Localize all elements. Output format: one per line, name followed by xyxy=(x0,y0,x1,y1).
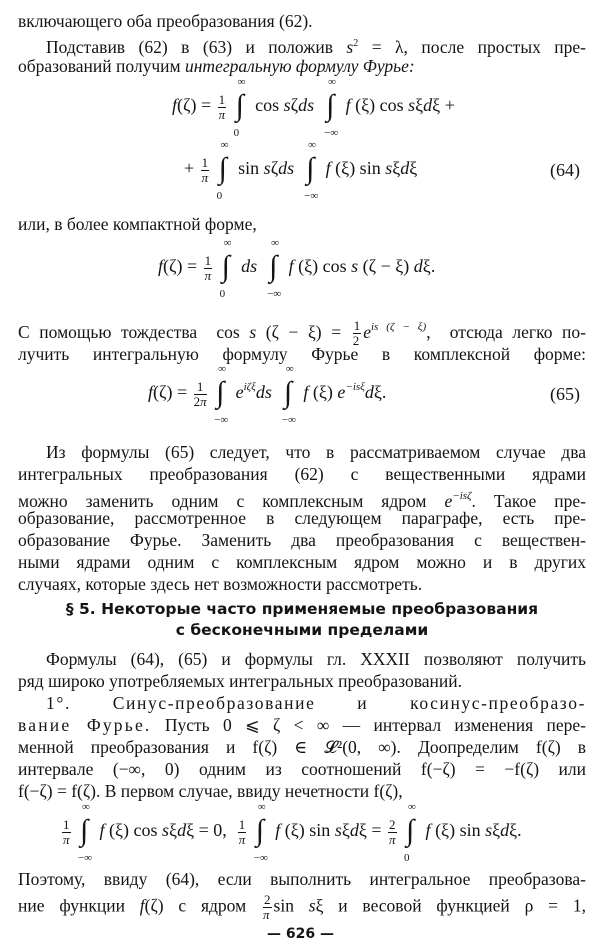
text-line: лучить интегральную формулу Фурье в комплексной форме: xyxy=(18,344,586,364)
equation-number: (65) xyxy=(550,384,580,404)
text-line: С помощью тождества cos s (ζ − ξ) = $\frac{1}{2}$ $e^{is (\zeta - \xi)}$, отсюда легко по- xyxy=(18,318,587,349)
text-line: включающего оба преобразования (62). xyxy=(18,11,313,31)
text-line: ряд широко употребляемых интегральных преобразований. xyxy=(18,671,462,691)
equation-number: (64) xyxy=(550,160,580,180)
section-heading: § 5. Некоторые часто применяемые преобразования xyxy=(65,600,539,618)
equation-parity: $\frac{1}{\pi}$ ∞ ∫ −∞ f (ξ) cos sξdξ = 0, $\frac{1}{\pi}$ ∞ ∫ −∞ f (ξ) sin sξdξ = $\frac{2}{\pi}$ ∞ ∫ 0 f (ξ) sin sξdξ. xyxy=(62,801,522,864)
text-line: менной преобразования и f(ζ) ∈ 𝓛²(0, ∞). Доопределим f(ζ) в xyxy=(18,737,586,757)
equation-65: f(ζ) = $\frac{1}{2\pi}$ ∞ ∫ −∞ $e^{i\zeta\xi}ds$ ∞ ∫ −∞ f (ξ) $e^{-is\xi}d\xi$. xyxy=(148,363,387,426)
text-line: образование Фурье. Заменить два преобразования с веществен- xyxy=(18,530,586,550)
text-line: 1°. Синус-преобразование и косинус-преобразо- xyxy=(46,693,586,713)
text-line: ние функции f(ζ) с ядром $\frac{2}{\pi}$ sin sξ и весовой функцией ρ = 1, xyxy=(18,892,586,922)
text-line: f(−ζ) = f(ζ). В первом случае, ввиду нечетности f(ζ), xyxy=(18,781,403,801)
text-line: случаях, которые здесь нет возможности рассмотреть. xyxy=(18,574,423,594)
text-line: Поэтому, ввиду (64), если выполнить интегральное преобразова- xyxy=(18,869,586,889)
text-line: Формулы (64), (65) и формулы гл. XXXII позволяют получить xyxy=(46,649,586,669)
text-line: или, в более компактной форме, xyxy=(18,214,257,234)
text-line: интервале (−∞, 0) одним из соотношений f(−ζ) = −f(ζ) или xyxy=(18,759,586,779)
text-line: Подставив (62) в (63) и положив $s^2 = \lambda$, после простых пре- xyxy=(46,36,587,57)
text-line: Из формулы (65) следует, что в рассматриваемом случае два xyxy=(46,442,586,462)
text-line: можно заменить одним с комплексным ядром $e^{-is\zeta}$. Такое пре- xyxy=(18,490,586,511)
equation-64-part1: f(ζ) = $\frac{1}{\pi}$ ∞ ∫ 0 cos sζds ∞ ∫ −∞ f (ξ) cos sξdξ + xyxy=(172,76,455,139)
page-number: — 626 — xyxy=(267,926,334,942)
text-line: образований получим интегральную формулу Фурье: xyxy=(18,56,415,76)
text-line: образование, рассмотренное в следующем параграфе, есть пре- xyxy=(18,508,586,528)
section-heading: с бесконечными пределами xyxy=(175,621,429,639)
text-line: интегральных преобразования (62) с вещественными ядрами xyxy=(18,464,586,484)
text-line: ными ядрами одним с комплексным ядром можно и в других xyxy=(18,552,586,572)
equation-64-part2: + $\frac{1}{\pi}$ ∞ ∫ 0 sin sζds ∞ ∫ −∞ f (ξ) sin sξdξ xyxy=(184,139,418,202)
equation-compact: f(ζ) = $\frac{1}{\pi}$ ∞ ∫ 0 ds ∞ ∫ −∞ f (ξ) cos s (ζ − ξ) dξ. xyxy=(158,237,436,300)
text-line: вание Фурье. Пусть 0 ⩽ ζ < ∞ — интервал изменения пере- xyxy=(18,715,586,735)
